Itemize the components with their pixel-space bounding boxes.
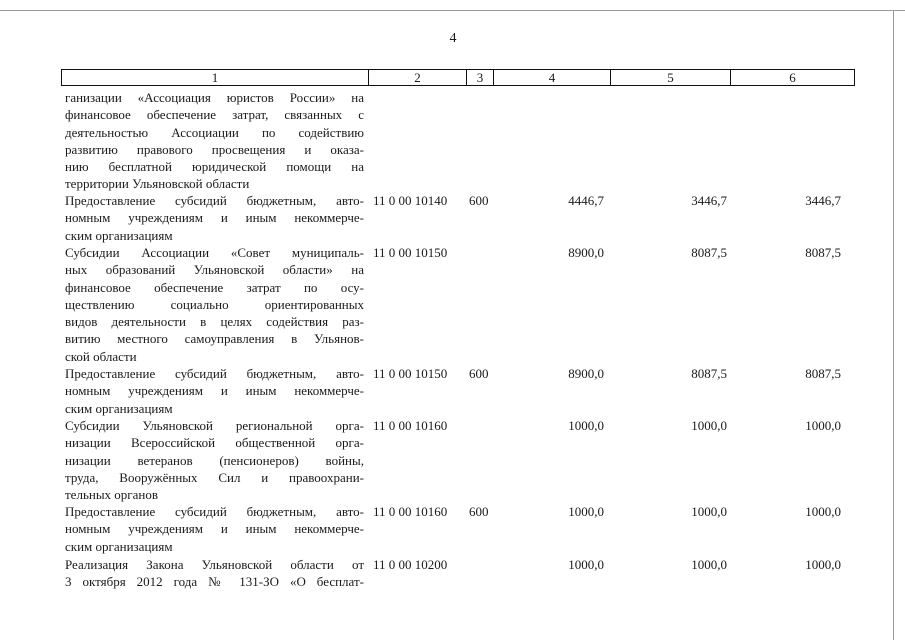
amount-column-4: 8900,0	[568, 366, 604, 381]
target-article-code: 11 0 00 10140	[373, 193, 448, 208]
description-line: развитию правового просвещения и оказа-	[65, 141, 364, 157]
amount-column-6: 8087,5	[805, 245, 841, 260]
amount-column-5: 8087,5	[691, 245, 727, 260]
column-header-6: 6	[789, 70, 796, 85]
description-line: 3 октября 2012 года № 131-ЗО «О бесплат-	[65, 574, 364, 590]
page-frame-right-edge	[893, 10, 894, 640]
column-header-5: 5	[611, 70, 731, 85]
table-header-row	[61, 69, 855, 86]
amount-column-4: 1000,0	[568, 557, 604, 572]
amount-column-5: 1000,0	[691, 418, 727, 433]
description-line: деятельностью Ассоциации по содействию	[65, 124, 364, 140]
target-article-code: 11 0 00 10150	[373, 245, 448, 260]
row-description	[65, 89, 364, 193]
target-article-code: 11 0 00 10160	[373, 504, 448, 519]
description-line: Субсидии Ульяновской региональной орга-	[65, 418, 364, 433]
description-line: низации ветеранов (пенсионеров) войны,	[65, 452, 364, 468]
description-line: ским организациям	[65, 538, 173, 554]
description-line: Предоставление субсидий бюджетным, авто-	[65, 193, 364, 208]
description-line: номным учреждениям и иным некоммерче-	[65, 210, 364, 226]
amount-column-4: 4446,7	[568, 193, 604, 208]
expense-type-code: 600	[469, 504, 489, 519]
description-line: тельных органов	[65, 487, 159, 503]
column-header-2: 2	[369, 70, 467, 85]
amount-column-6: 8087,5	[805, 366, 841, 381]
amount-column-5: 1000,0	[691, 504, 727, 519]
amount-column-6: 1000,0	[805, 557, 841, 572]
amount-column-6: 1000,0	[805, 504, 841, 519]
column-header-1: 1	[62, 70, 369, 85]
amount-column-5: 3446,7	[691, 193, 727, 208]
column-header-3: 3	[467, 70, 494, 85]
row-description	[65, 244, 364, 365]
amount-column-4: 8900,0	[568, 245, 604, 260]
amount-column-4: 1000,0	[568, 504, 604, 519]
description-line: финансовое обеспечение затрат, связанных с	[65, 107, 364, 123]
row-description	[65, 417, 364, 503]
description-line: Предоставление субсидий бюджетным, авто-	[65, 504, 364, 519]
page-number: 4	[449, 31, 457, 46]
amount-column-5: 8087,5	[691, 366, 727, 381]
description-line: территории Ульяновской области	[65, 176, 250, 192]
amount-column-5: 1000,0	[691, 557, 727, 572]
row-description	[65, 192, 364, 244]
description-line: ществлению социально ориентированных	[65, 296, 364, 312]
amount-column-4: 1000,0	[568, 418, 604, 433]
description-line: номным учреждениям и иным некоммерче-	[65, 383, 364, 399]
row-description	[65, 503, 364, 555]
expense-type-code: 600	[469, 366, 489, 381]
description-line: номным учреждениям и иным некоммерче-	[65, 521, 364, 537]
description-line: Предоставление субсидий бюджетным, авто-	[65, 366, 364, 381]
column-header-4: 4	[494, 70, 611, 85]
description-line: ским организациям	[65, 400, 173, 416]
description-line: финансовое обеспечение затрат по осу-	[65, 279, 364, 295]
expense-type-code: 600	[469, 193, 489, 208]
description-line: труда, Вооружённых Сил и правоохрани-	[65, 469, 364, 485]
description-line: ской области	[65, 348, 137, 364]
page-frame-top-edge	[0, 10, 905, 11]
row-description	[65, 365, 364, 417]
description-line: ных образований Ульяновской области» на	[65, 262, 364, 278]
target-article-code: 11 0 00 10160	[373, 418, 448, 433]
description-line: видов деятельности в целях содействия раз-	[65, 314, 364, 330]
description-line: ганизации «Ассоциация юристов России» на	[65, 90, 364, 105]
description-line: Субсидии Ассоциации «Совет муниципаль-	[65, 245, 364, 260]
amount-column-6: 3446,7	[805, 193, 841, 208]
description-line: витию местного самоуправления в Ульянов-	[65, 331, 364, 347]
target-article-code: 11 0 00 10200	[373, 557, 448, 572]
target-article-code: 11 0 00 10150	[373, 366, 448, 381]
description-line: нию бесплатной юридической помощи на	[65, 159, 364, 175]
description-line: ским организациям	[65, 227, 173, 243]
description-line: низации Всероссийской общественной орга-	[65, 435, 364, 451]
row-description	[65, 556, 364, 591]
amount-column-6: 1000,0	[805, 418, 841, 433]
description-line: Реализация Закона Ульяновской области от	[65, 557, 364, 572]
